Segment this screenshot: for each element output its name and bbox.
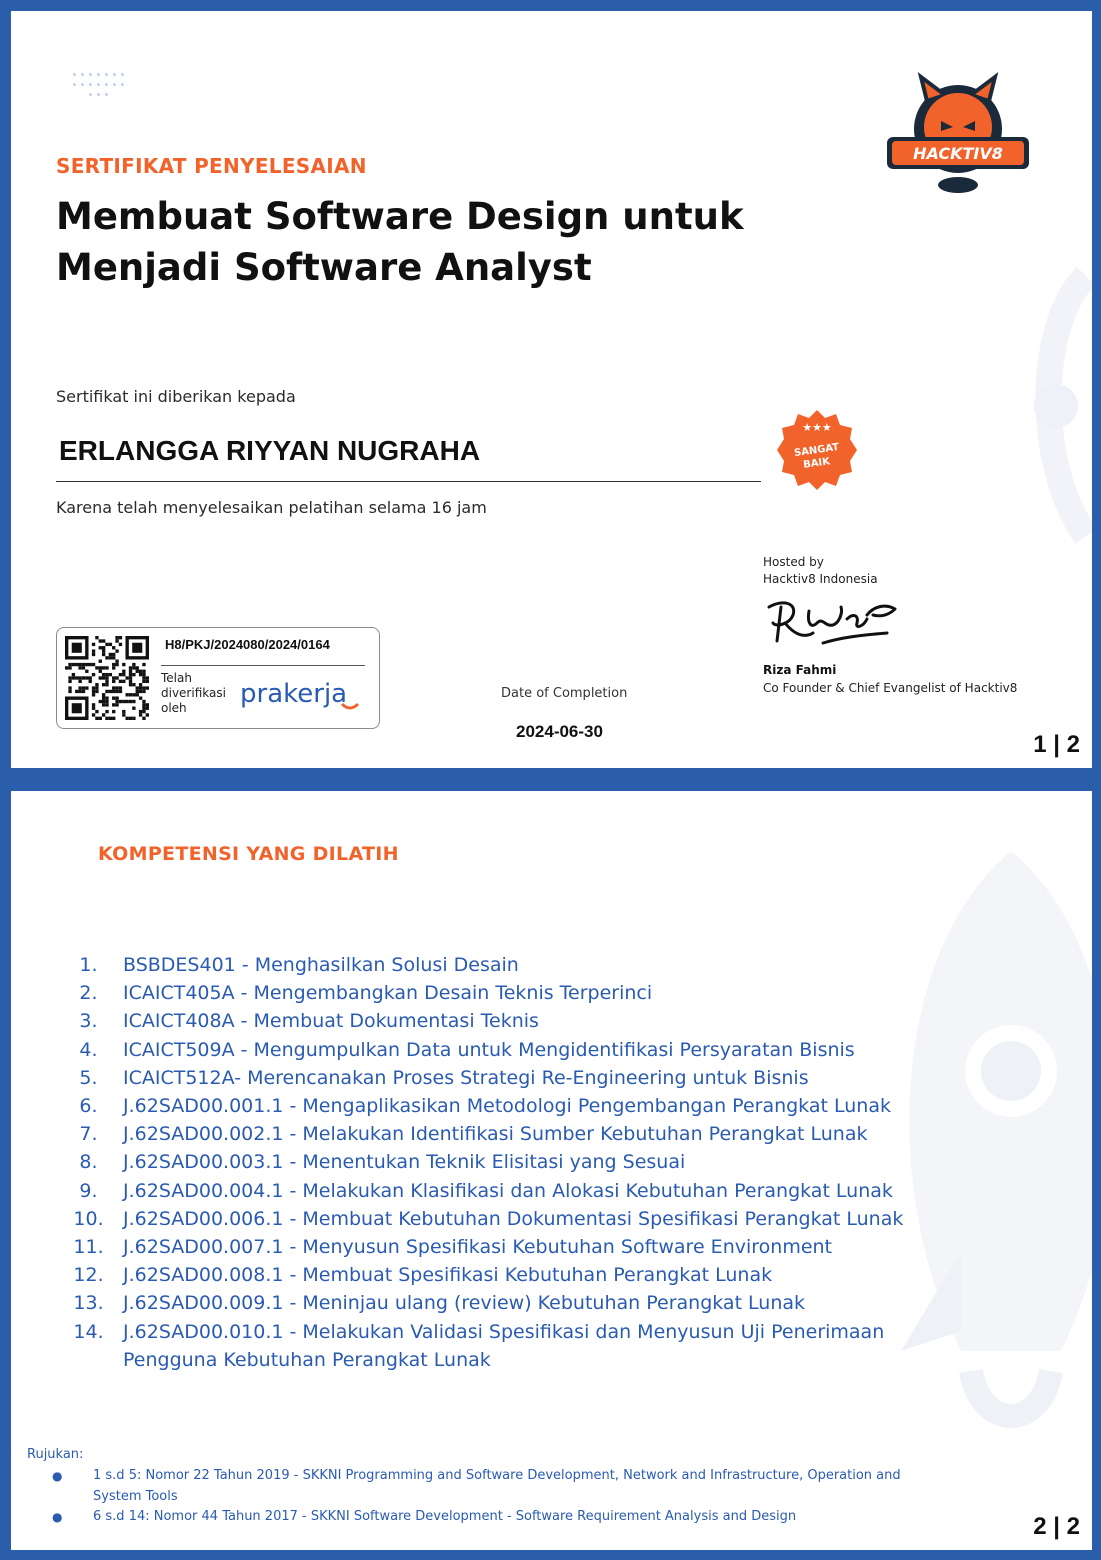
certificate-id: H8/PKJ/2024080/2024/0164 <box>165 637 330 652</box>
competency-text: J.62SAD00.003.1 - Menentukan Teknik Elisitasi yang Sesuai <box>123 1151 686 1174</box>
competency-item <box>61 1092 983 1120</box>
competency-text: J.62SAD00.010.1 - Melakukan Validasi Spesifikasi dan Menyusun Uji Penerimaan Pengguna Kebutuhan Perangkat Lunak <box>123 1320 885 1371</box>
dot <box>121 73 124 76</box>
competency-number: 1. <box>79 954 98 976</box>
competency-item <box>61 1064 983 1092</box>
dot <box>97 83 100 86</box>
competency-number: 8. <box>79 1151 98 1174</box>
competency-text: J.62SAD00.007.1 - Menyusun Spesifikasi Kebutuhan Software Environment <box>123 1236 833 1259</box>
verification-divider <box>161 665 365 666</box>
prakerja-logo <box>240 674 372 714</box>
signer-role: Co Founder & Chief Evangelist of Hacktiv8 <box>763 681 1018 695</box>
hosted-by-label: Hosted by <box>763 555 824 569</box>
verified-by-label <box>161 671 236 716</box>
competency-number: 7. <box>79 1123 98 1146</box>
certificate-page-2 <box>11 791 1092 1550</box>
dot <box>113 83 116 86</box>
reference-text: 6 s.d 14: Nomor 44 Tahun 2017 - SKKNI Software Development - Software Requirement Analysis and Design <box>93 1509 797 1524</box>
dot <box>97 93 100 96</box>
competency-number: 10. <box>73 1207 104 1230</box>
bullet-icon: ● <box>52 1469 63 1483</box>
competency-text: ICAICT408A - Membuat Dokumentasi Teknis <box>123 1010 539 1033</box>
page-number: 1 | 2 <box>1033 731 1080 758</box>
competency-text: ICAICT405A - Mengembangkan Desain Teknis Terperinci <box>123 982 653 1005</box>
certificate-page-1 <box>11 11 1092 768</box>
competency-text: J.62SAD00.009.1 - Meninjau ulang (review) Kebutuhan Perangkat Lunak <box>123 1292 806 1315</box>
badge-line-1: SANGAT <box>793 441 840 460</box>
dot <box>97 73 100 76</box>
competency-item <box>61 951 983 979</box>
course-title-line-1: Membuat Software Design untuk <box>56 195 744 238</box>
reference-text: 1 s.d 5: Nomor 22 Tahun 2019 - SKKNI Programming and Software Development, Network and Infrastructure, Operation and System Tools <box>93 1468 901 1504</box>
logo-wordmark: HACKTIV8 <box>913 144 1003 163</box>
competency-item <box>61 1205 983 1233</box>
date-of-completion-label: Date of Completion <box>501 686 628 701</box>
competency-number: 9. <box>79 1179 98 1202</box>
dot <box>73 73 76 76</box>
page-number: 2 | 2 <box>1033 1513 1080 1540</box>
certificate-kicker: SERTIFIKAT PENYELESAIAN <box>56 154 367 178</box>
dot <box>81 83 84 86</box>
signature-image <box>763 593 903 651</box>
course-title-line-2: Menjadi Software Analyst <box>56 246 592 289</box>
dot <box>121 83 124 86</box>
qr-code <box>65 636 149 720</box>
hacktiv8-logo <box>883 71 1033 197</box>
dot <box>113 73 116 76</box>
competency-number: 5. <box>79 1066 98 1089</box>
competency-number: 14. <box>73 1320 104 1343</box>
competency-item <box>61 1261 983 1289</box>
dot <box>105 93 108 96</box>
dot <box>73 83 76 86</box>
dot <box>81 73 84 76</box>
competency-number: 13. <box>73 1292 104 1315</box>
references-list <box>27 1466 903 1528</box>
competency-item <box>61 1177 983 1205</box>
competency-text: J.62SAD00.002.1 - Melakukan Identifikasi Sumber Kebutuhan Perangkat Lunak <box>123 1123 868 1146</box>
competency-item <box>61 1036 983 1064</box>
dot <box>89 73 92 76</box>
competencies-title: KOMPETENSI YANG DILATIH <box>98 843 399 865</box>
competency-text: ICAICT512A- Merencanakan Proses Strategi Re-Engineering untuk Bisnis <box>123 1066 809 1089</box>
dot-grid-decoration <box>73 73 125 105</box>
competency-text: BSBDES401 - Menghasilkan Solusi Desain <box>123 954 519 976</box>
competency-item <box>61 1289 983 1317</box>
hosted-by <box>763 554 878 588</box>
competency-text: J.62SAD00.008.1 - Membuat Spesifikasi Kebutuhan Perangkat Lunak <box>123 1264 773 1287</box>
badge-line-2: BAIK <box>802 456 831 471</box>
competency-number: 2. <box>79 982 98 1005</box>
competency-number: 4. <box>79 1038 98 1061</box>
grade-badge <box>776 409 858 491</box>
prakerja-wordmark: prakerja <box>240 679 348 709</box>
competency-item <box>61 1007 983 1035</box>
competency-text: J.62SAD00.001.1 - Mengaplikasikan Metodologi Pengembangan Perangkat Lunak <box>123 1095 891 1118</box>
competency-item <box>61 1318 983 1374</box>
badge-stars: ★★★ <box>802 421 832 434</box>
host-organization: Hacktiv8 Indonesia <box>763 572 878 586</box>
verification-box <box>56 627 380 729</box>
date-of-completion-value: 2024-06-30 <box>516 722 603 741</box>
completion-reason: Karena telah menyelesaikan pelatihan selama 16 jam <box>56 498 487 517</box>
dot <box>105 73 108 76</box>
competency-list <box>61 951 983 1374</box>
verified-line-2: diverifikasi <box>161 686 226 700</box>
dot <box>105 83 108 86</box>
competency-item <box>61 1148 983 1176</box>
bullet-icon: ● <box>52 1510 63 1524</box>
competency-number: 11. <box>73 1236 104 1259</box>
name-underline <box>56 481 761 482</box>
verified-line-1: Telah <box>161 671 192 685</box>
dot <box>89 83 92 86</box>
dot <box>89 93 92 96</box>
reference-item <box>27 1466 903 1507</box>
signer-name: Riza Fahmi <box>763 663 837 677</box>
competency-item <box>61 979 983 1007</box>
competency-number: 6. <box>79 1095 98 1118</box>
background-rocket-decoration <box>1016 266 1092 546</box>
given-to-label: Sertifikat ini diberikan kepada <box>56 387 296 406</box>
competency-number: 12. <box>73 1264 104 1287</box>
competency-text: ICAICT509A - Mengumpulkan Data untuk Mengidentifikasi Persyaratan Bisnis <box>123 1038 855 1061</box>
competency-item <box>61 1120 983 1148</box>
competency-text: J.62SAD00.004.1 - Melakukan Klasifikasi dan Alokasi Kebutuhan Perangkat Lunak <box>123 1179 893 1202</box>
competency-number: 3. <box>79 1010 98 1033</box>
competency-item <box>61 1233 983 1261</box>
references-label: Rujukan: <box>27 1447 84 1462</box>
reference-item <box>27 1507 903 1528</box>
recipient-name: ERLANGGA RIYYAN NUGRAHA <box>59 435 481 466</box>
competency-text: J.62SAD00.006.1 - Membuat Kebutuhan Dokumentasi Spesifikasi Perangkat Lunak <box>123 1207 904 1230</box>
course-title <box>56 191 876 293</box>
verified-line-3: oleh <box>161 701 187 715</box>
